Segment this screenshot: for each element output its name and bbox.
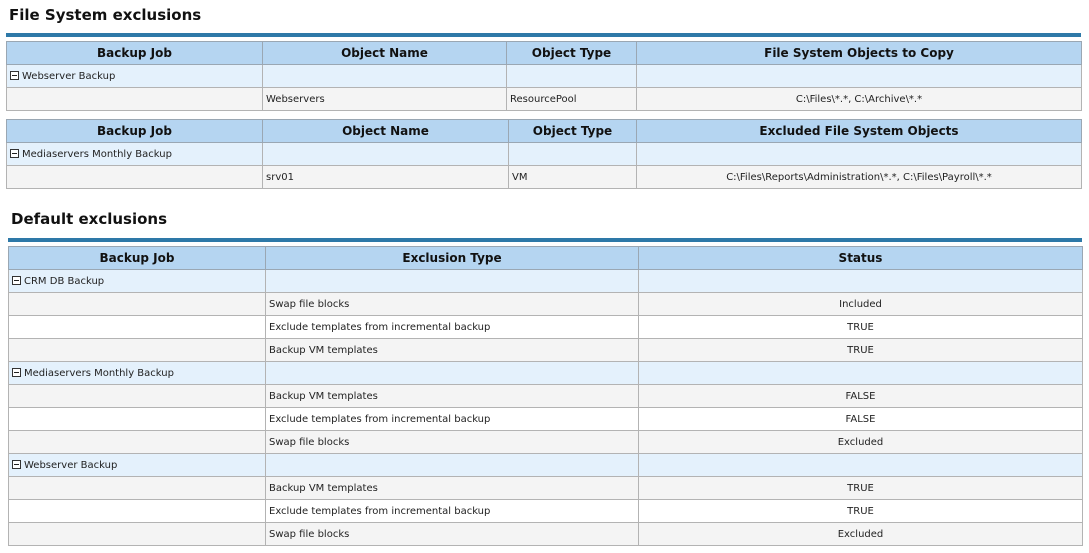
status-cell: Included [639,293,1083,316]
status-cell: FALSE [639,385,1083,408]
fs-copy-table [6,41,1082,111]
fs-excluded-table [6,119,1082,189]
exclusion-type-cell: Backup VM templates [266,477,639,500]
object-name-cell: srv01 [263,166,509,189]
group-label: Webserver Backup [22,70,116,82]
group-label: Webserver Backup [24,459,118,471]
group-row [7,65,1082,88]
column-header-backup-job[interactable]: Backup Job [9,247,266,270]
column-header-excluded-objects[interactable]: Excluded File System Objects [637,120,1082,143]
table-row [9,477,1083,500]
exclusion-type-cell: Backup VM templates [266,385,639,408]
table-row [9,500,1083,523]
column-header-status[interactable]: Status [639,247,1083,270]
exclusion-type-cell: Swap file blocks [266,431,639,454]
table-row [7,166,1082,189]
group-cell[interactable] [9,362,266,385]
group-cell[interactable] [9,270,266,293]
exclusion-type-cell: Exclude templates from incremental backup [266,408,639,431]
collapse-minus-icon[interactable] [12,460,21,469]
column-header-object-name[interactable]: Object Name [263,120,509,143]
collapse-minus-icon[interactable] [10,149,19,158]
exclusion-type-cell: Exclude templates from incremental backup [266,316,639,339]
status-cell: Excluded [639,431,1083,454]
table-row [9,523,1083,546]
column-header-backup-job[interactable]: Backup Job [7,42,263,65]
default-exclusions-title: Default exclusions [11,210,168,228]
table-row [9,339,1083,362]
collapse-minus-icon[interactable] [12,368,21,377]
table-row [9,408,1083,431]
table-header-row [9,247,1083,270]
exclusion-type-cell: Swap file blocks [266,293,639,316]
column-header-exclusion-type[interactable]: Exclusion Type [266,247,639,270]
exclusion-type-cell: Exclude templates from incremental backup [266,500,639,523]
fs-title-bar [6,33,1081,37]
column-header-objects-to-copy[interactable]: File System Objects to Copy [637,42,1082,65]
group-row [9,270,1083,293]
group-row [9,454,1083,477]
group-label: Mediaservers Monthly Backup [24,367,174,379]
column-header-backup-job[interactable]: Backup Job [7,120,263,143]
group-row [9,362,1083,385]
object-name-cell: Webservers [263,88,507,111]
default-exclusions-table [8,246,1083,546]
collapse-minus-icon[interactable] [10,71,19,80]
group-cell[interactable] [7,65,263,88]
table-row [9,431,1083,454]
status-cell: TRUE [639,316,1083,339]
collapse-minus-icon[interactable] [12,276,21,285]
table-row [9,293,1083,316]
table-header-row [7,120,1082,143]
object-type-cell: VM [509,166,637,189]
table-row [7,88,1082,111]
column-header-object-type[interactable]: Object Type [507,42,637,65]
exclusion-type-cell: Backup VM templates [266,339,639,362]
group-row [7,143,1082,166]
column-header-object-name[interactable]: Object Name [263,42,507,65]
objects-cell: C:\Files\*.*, C:\Archive\*.* [637,88,1082,111]
status-cell: TRUE [639,477,1083,500]
table-row [9,316,1083,339]
group-label: CRM DB Backup [24,275,105,287]
group-cell[interactable] [9,454,266,477]
status-cell: TRUE [639,500,1083,523]
exclusion-type-cell: Swap file blocks [266,523,639,546]
group-cell[interactable] [7,143,263,166]
default-title-bar [8,238,1082,242]
status-cell: FALSE [639,408,1083,431]
table-header-row [7,42,1082,65]
status-cell: Excluded [639,523,1083,546]
column-header-object-type[interactable]: Object Type [509,120,637,143]
group-label: Mediaservers Monthly Backup [22,148,172,160]
fs-exclusions-title: File System exclusions [9,6,202,24]
status-cell: TRUE [639,339,1083,362]
object-type-cell: ResourcePool [507,88,637,111]
objects-cell: C:\Files\Reports\Administration\*.*, C:\Files\Payroll\*.* [637,166,1082,189]
table-row [9,385,1083,408]
